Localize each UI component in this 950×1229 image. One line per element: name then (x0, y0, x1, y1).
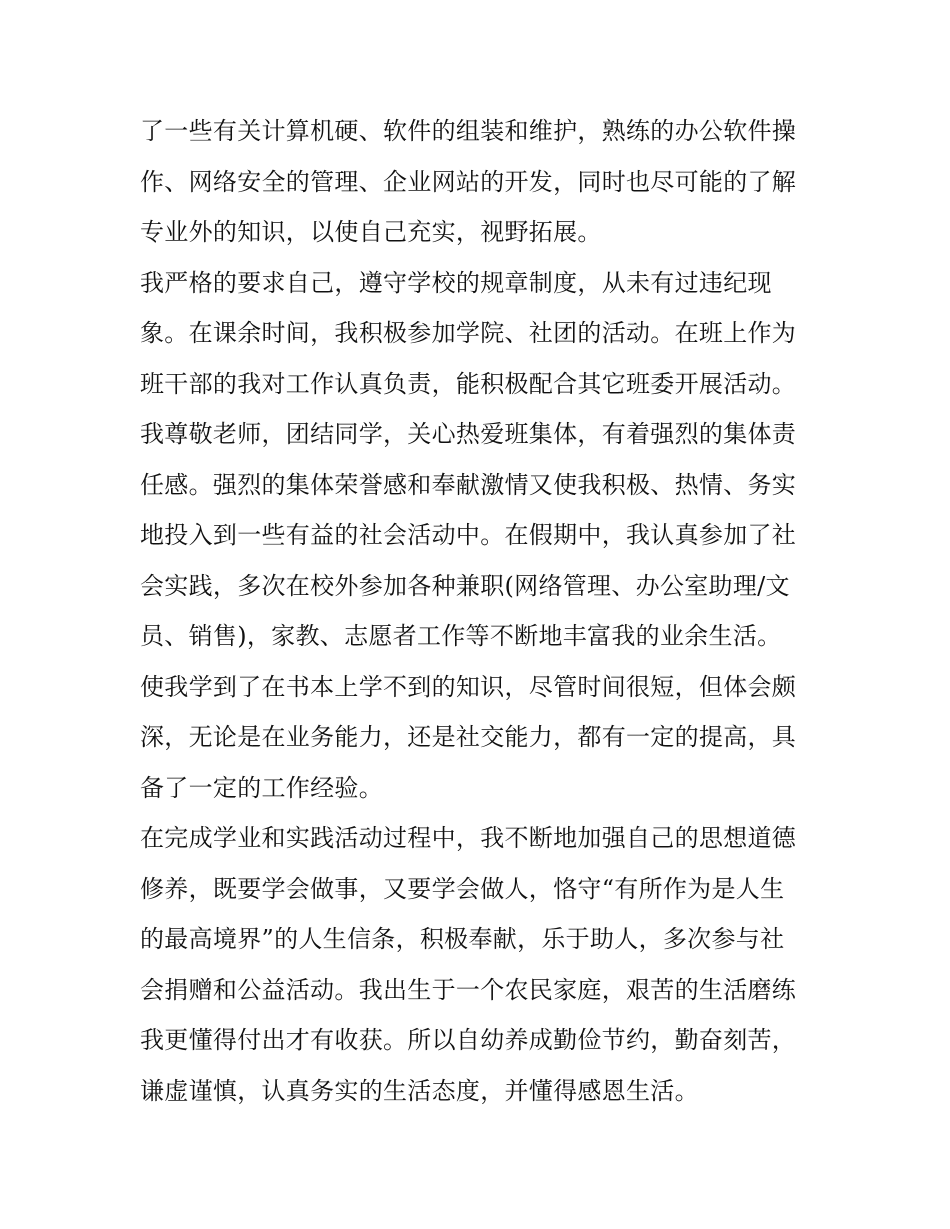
text-line: 我尊敬老师，团结同学，关心热爱班集体，有着强烈的集体责 (140, 420, 797, 448)
text-line: 班干部的我对工作认真负责，能积极配合其它班委开展活动。 (140, 369, 797, 398)
text-line: 深，无论是在业务能力，还是社交能力，都有一定的提高，具 (140, 723, 797, 751)
text-line: 会捐赠和公益活动。我出生于一个农民家庭，艰苦的生活磨练 (140, 975, 797, 1004)
text-line: 备了一定的工作经验。 (140, 773, 383, 802)
text-line: 谦虚谨慎，认真务实的生活态度，并懂得感恩生活。 (140, 1076, 699, 1105)
text-line: 的最高境界”的人生信条，积极奉献，乐于助人，多次参与社 (140, 925, 785, 953)
text-line: 专业外的知识，以使自己充实，视野拓展。 (140, 218, 602, 246)
text-line: 会实践，多次在校外参加各种兼职(网络管理、办公室助理/文 (140, 571, 790, 600)
paragraph-skills (140, 106, 820, 258)
document-body (140, 106, 820, 1116)
text-line: 任感。强烈的集体荣誉感和奉献激情又使我积极、热情、务实 (140, 470, 797, 499)
paragraph-conduct (140, 258, 820, 814)
text-line: 使我学到了在书本上学不到的知识，尽管时间很短，但体会颇 (140, 672, 797, 701)
text-line: 象。在课余时间，我积极参加学院、社团的活动。在班上作为 (140, 319, 797, 347)
text-line: 我更懂得付出才有收获。所以自幼养成勤俭节约，勤奋刻苦， (140, 1026, 797, 1054)
text-line: 我严格的要求自己，遵守学校的规章制度，从未有过违纪现 (140, 268, 772, 297)
text-line: 地投入到一些有益的社会活动中。在假期中，我认真参加了社 (140, 521, 797, 549)
text-line: 在完成学业和实践活动过程中，我不断地加强自己的思想道德 (140, 824, 797, 852)
paragraph-character (140, 813, 820, 1116)
text-line: 修养，既要学会做事，又要学会做人，恪守“有所作为是人生 (140, 874, 785, 903)
text-line: 了一些有关计算机硬、软件的组装和维护，熟练的办公软件操 (140, 117, 797, 145)
text-line: 作、网络安全的管理、企业网站的开发，同时也尽可能的了解 (140, 167, 797, 196)
text-line: 员、销售)，家教、志愿者工作等不断地丰富我的业余生活。 (140, 622, 782, 650)
